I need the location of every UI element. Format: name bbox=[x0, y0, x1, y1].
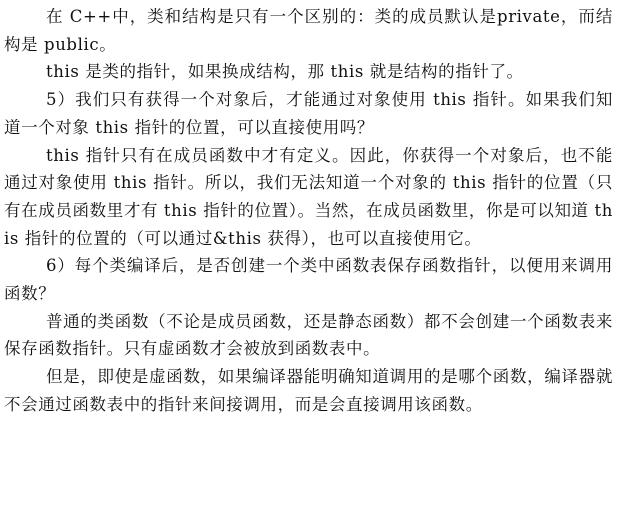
paragraph-answer-5: this 指针只有在成员函数中才有定义。因此，你获得一个对象后，也不能通过对象使用 this 指针。所以，我们无法知道一个对象的 this 指针的位置（只有在成员函数里才有 this 指针的位置）。当然，在成员函数里，你是可以知道 this 指针的位置的（可以通过&this 获得），也可以直接使用它。 bbox=[4, 145, 613, 248]
paragraph-answer-6: 普通的类函数（不论是成员函数，还是静态函数）都不会创建一个函数表来保存函数指针。只有虚函数才会被放到函数表中。 bbox=[4, 311, 613, 359]
paragraph-this-struct-pointer: this 是类的指针，如果换成结构，那 this 就是结构的指针了。 bbox=[46, 62, 524, 82]
paragraph-class-vs-struct: 在 C++中，类和结构是只有一个区别的：类的成员默认是private，而结构是 public。 bbox=[4, 7, 613, 54]
paragraph-virtual-function-note: 但是，即使是虚函数，如果编译器能明确知道调用的是哪个函数，编译器就不会通过函数表中的指针来间接调用，而是会直接调用该函数。 bbox=[4, 367, 613, 414]
paragraph-question-6: 6）每个类编译后，是否创建一个类中函数表保存函数指针，以便用来调用函数？ bbox=[4, 256, 613, 304]
paragraph-question-5: 5）我们只有获得一个对象后，才能通过对象使用 this 指针。如果我们知道一个对象 this 指针的位置，可以直接使用吗？ bbox=[4, 90, 613, 137]
